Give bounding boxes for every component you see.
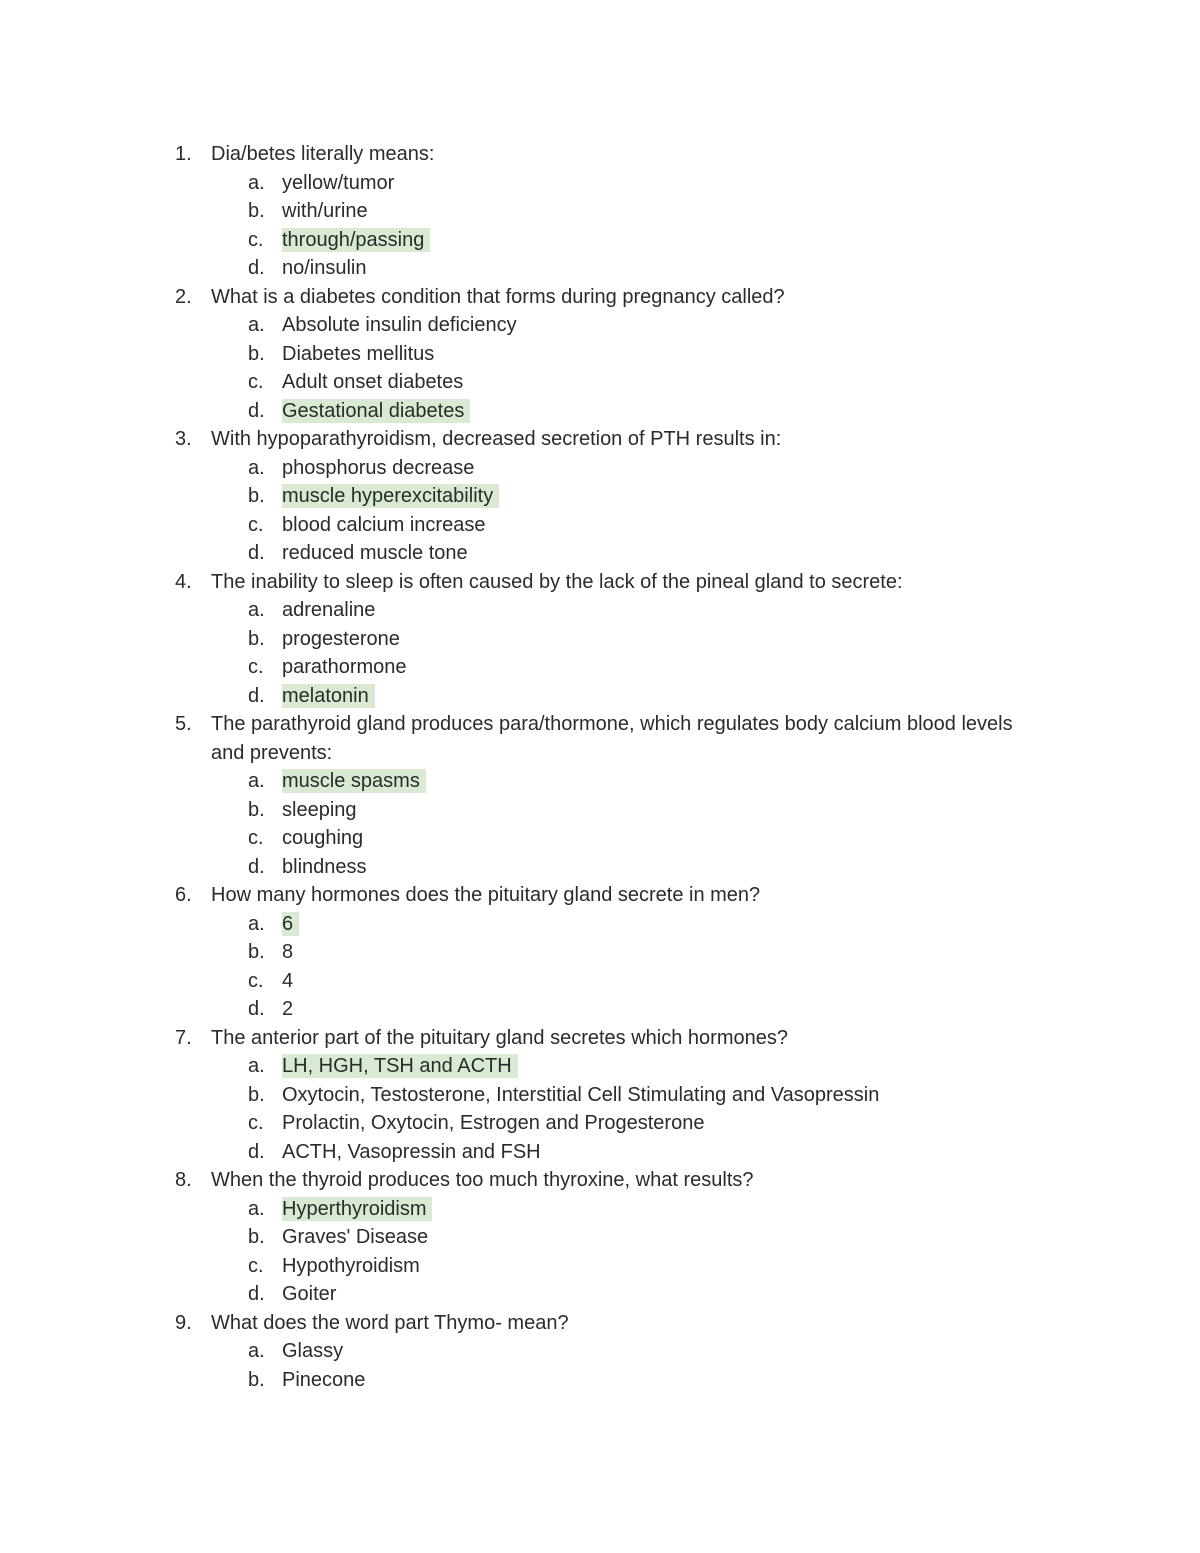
option-letter: a. — [248, 912, 265, 935]
answer-option — [248, 596, 1200, 625]
answer-option — [248, 1081, 1200, 1110]
correct-answer-text: melatonin — [282, 684, 375, 708]
question-number: 3. — [175, 428, 192, 450]
option-letter: c. — [248, 827, 264, 849]
option-text: Goiter — [282, 1283, 337, 1305]
answer-options — [211, 1052, 1200, 1166]
question-block — [0, 568, 1200, 711]
question — [175, 568, 1021, 597]
question — [175, 1309, 1021, 1338]
question-text: The parathyroid gland produces para/thormone, which regulates body calcium blood levels and prevents: — [211, 713, 1013, 764]
answer-option — [248, 767, 1200, 796]
option-letter: d. — [248, 1140, 265, 1163]
question-block — [0, 140, 1200, 283]
answer-option — [248, 511, 1200, 540]
option-letter: b. — [248, 1083, 265, 1106]
answer-option — [248, 368, 1200, 397]
quiz-document — [0, 140, 1200, 1394]
question-number: 7. — [175, 1026, 192, 1049]
option-text: Hypothyroidism — [282, 1254, 420, 1277]
answer-option — [248, 226, 1200, 255]
option-text: phosphorus decrease — [282, 456, 475, 479]
option-letter: b. — [248, 342, 265, 365]
option-text: Glassy — [282, 1340, 344, 1362]
correct-answer-text: Hyperthyroidism — [282, 1197, 432, 1221]
answer-option — [248, 796, 1200, 825]
answer-option — [248, 1195, 1200, 1224]
question-text: With hypoparathyroidism, decreased secretion of PTH results in: — [211, 428, 782, 450]
question-block — [0, 881, 1200, 1024]
question-text: When the thyroid produces too much thyroxine, what results? — [211, 1169, 754, 1191]
correct-answer-text: Gestational diabetes — [282, 399, 470, 423]
option-letter: d. — [248, 855, 265, 878]
option-text: adrenaline — [282, 599, 376, 621]
question-number: 5. — [175, 713, 192, 735]
question-text: The anterior part of the pituitary gland secretes which hormones? — [211, 1026, 788, 1049]
answer-option — [248, 995, 1200, 1024]
answer-options — [211, 596, 1200, 710]
option-text: yellow/tumor — [282, 171, 395, 194]
question-block — [0, 1166, 1200, 1309]
option-letter: c. — [248, 1112, 264, 1134]
question-number: 8. — [175, 1169, 192, 1191]
option-text: Adult onset diabetes — [282, 371, 464, 393]
answer-option — [248, 625, 1200, 654]
question-text: What is a diabetes condition that forms during pregnancy called? — [211, 285, 785, 308]
question — [175, 710, 1021, 767]
answer-options — [211, 1195, 1200, 1309]
option-letter: b. — [248, 1226, 265, 1248]
answer-options — [211, 454, 1200, 568]
question-number: 4. — [175, 570, 192, 593]
option-letter: c. — [248, 1254, 264, 1277]
question-list — [0, 140, 1200, 1394]
option-text: progesterone — [282, 627, 400, 650]
option-letter: a. — [248, 1197, 265, 1220]
answer-option — [248, 853, 1200, 882]
question-number: 6. — [175, 884, 192, 906]
question-text: Dia/betes literally means: — [211, 143, 435, 165]
option-letter: a. — [248, 1340, 265, 1362]
question-block — [0, 710, 1200, 881]
answer-option — [248, 311, 1200, 340]
option-letter: a. — [248, 456, 265, 479]
option-text: reduced muscle tone — [282, 542, 468, 564]
option-text: sleeping — [282, 798, 357, 821]
option-letter: b. — [248, 1368, 265, 1391]
question-text: The inability to sleep is often caused by the lack of the pineal gland to secrete: — [211, 570, 903, 593]
question-number: 2. — [175, 285, 192, 308]
question-block — [0, 1309, 1200, 1395]
option-letter: d. — [248, 1283, 265, 1305]
option-text: Prolactin, Oxytocin, Estrogen and Progesterone — [282, 1112, 705, 1134]
option-text: coughing — [282, 827, 364, 849]
question — [175, 1166, 1021, 1195]
answer-option — [248, 254, 1200, 283]
correct-answer-text: muscle spasms — [282, 769, 426, 793]
question-text: What does the word part Thymo- mean? — [211, 1311, 569, 1334]
option-text: 8 — [282, 941, 294, 963]
answer-option — [248, 397, 1200, 426]
answer-option — [248, 1366, 1200, 1395]
question — [175, 283, 1021, 312]
question-block — [0, 1024, 1200, 1167]
option-letter: d. — [248, 257, 265, 279]
answer-options — [211, 767, 1200, 881]
answer-options — [211, 910, 1200, 1024]
answer-option — [248, 1252, 1200, 1281]
correct-answer-text: LH, HGH, TSH and ACTH — [282, 1054, 518, 1078]
answer-option — [248, 938, 1200, 967]
correct-answer-text: 6 — [282, 912, 299, 936]
option-text: 2 — [282, 998, 294, 1020]
option-letter: c. — [248, 228, 264, 251]
option-letter: b. — [248, 798, 265, 821]
answer-option — [248, 1280, 1200, 1309]
answer-option — [248, 197, 1200, 226]
answer-option — [248, 682, 1200, 711]
question-block — [0, 425, 1200, 568]
answer-option — [248, 169, 1200, 198]
question-block — [0, 283, 1200, 426]
answer-option — [248, 910, 1200, 939]
option-letter: d. — [248, 542, 265, 564]
answer-option — [248, 967, 1200, 996]
option-letter: b. — [248, 200, 265, 222]
option-letter: b. — [248, 485, 265, 507]
answer-option — [248, 653, 1200, 682]
option-text: blood calcium increase — [282, 513, 486, 536]
option-letter: c. — [248, 656, 264, 678]
option-text: ACTH, Vasopressin and FSH — [282, 1140, 541, 1163]
answer-options — [211, 169, 1200, 283]
option-letter: a. — [248, 1055, 265, 1077]
question — [175, 881, 1021, 910]
answer-option — [248, 824, 1200, 853]
option-text: Absolute insulin deficiency — [282, 314, 517, 336]
option-letter: d. — [248, 399, 265, 422]
answer-option — [248, 1337, 1200, 1366]
option-letter: a. — [248, 599, 265, 621]
option-letter: a. — [248, 770, 265, 792]
question — [175, 425, 1021, 454]
option-text: Diabetes mellitus — [282, 342, 435, 365]
option-text: parathormone — [282, 656, 407, 678]
question — [175, 140, 1021, 169]
option-text: Graves' Disease — [282, 1226, 429, 1248]
answer-option — [248, 340, 1200, 369]
correct-answer-text: through/passing — [282, 228, 430, 252]
answer-options — [211, 311, 1200, 425]
option-letter: b. — [248, 627, 265, 650]
option-text: 4 — [282, 969, 294, 992]
option-letter: c. — [248, 969, 264, 992]
option-letter: a. — [248, 314, 265, 336]
answer-option — [248, 539, 1200, 568]
answer-option — [248, 1138, 1200, 1167]
option-letter: c. — [248, 371, 264, 393]
answer-option — [248, 1052, 1200, 1081]
option-text: Oxytocin, Testosterone, Interstitial Cell Stimulating and Vasopressin — [282, 1083, 880, 1106]
question — [175, 1024, 1021, 1053]
answer-option — [248, 1223, 1200, 1252]
option-text: with/urine — [282, 200, 368, 222]
answer-option — [248, 454, 1200, 483]
answer-option — [248, 482, 1200, 511]
question-number: 1. — [175, 143, 192, 165]
option-letter: d. — [248, 684, 265, 707]
option-letter: a. — [248, 171, 265, 194]
question-number: 9. — [175, 1311, 192, 1334]
option-text: blindness — [282, 855, 367, 878]
option-text: Pinecone — [282, 1368, 366, 1391]
option-text: no/insulin — [282, 257, 367, 279]
option-letter: c. — [248, 513, 264, 536]
answer-options — [211, 1337, 1200, 1394]
answer-option — [248, 1109, 1200, 1138]
option-letter: b. — [248, 941, 265, 963]
correct-answer-text: muscle hyperexcitability — [282, 484, 499, 508]
question-text: How many hormones does the pituitary gland secrete in men? — [211, 884, 761, 906]
option-letter: d. — [248, 998, 265, 1020]
